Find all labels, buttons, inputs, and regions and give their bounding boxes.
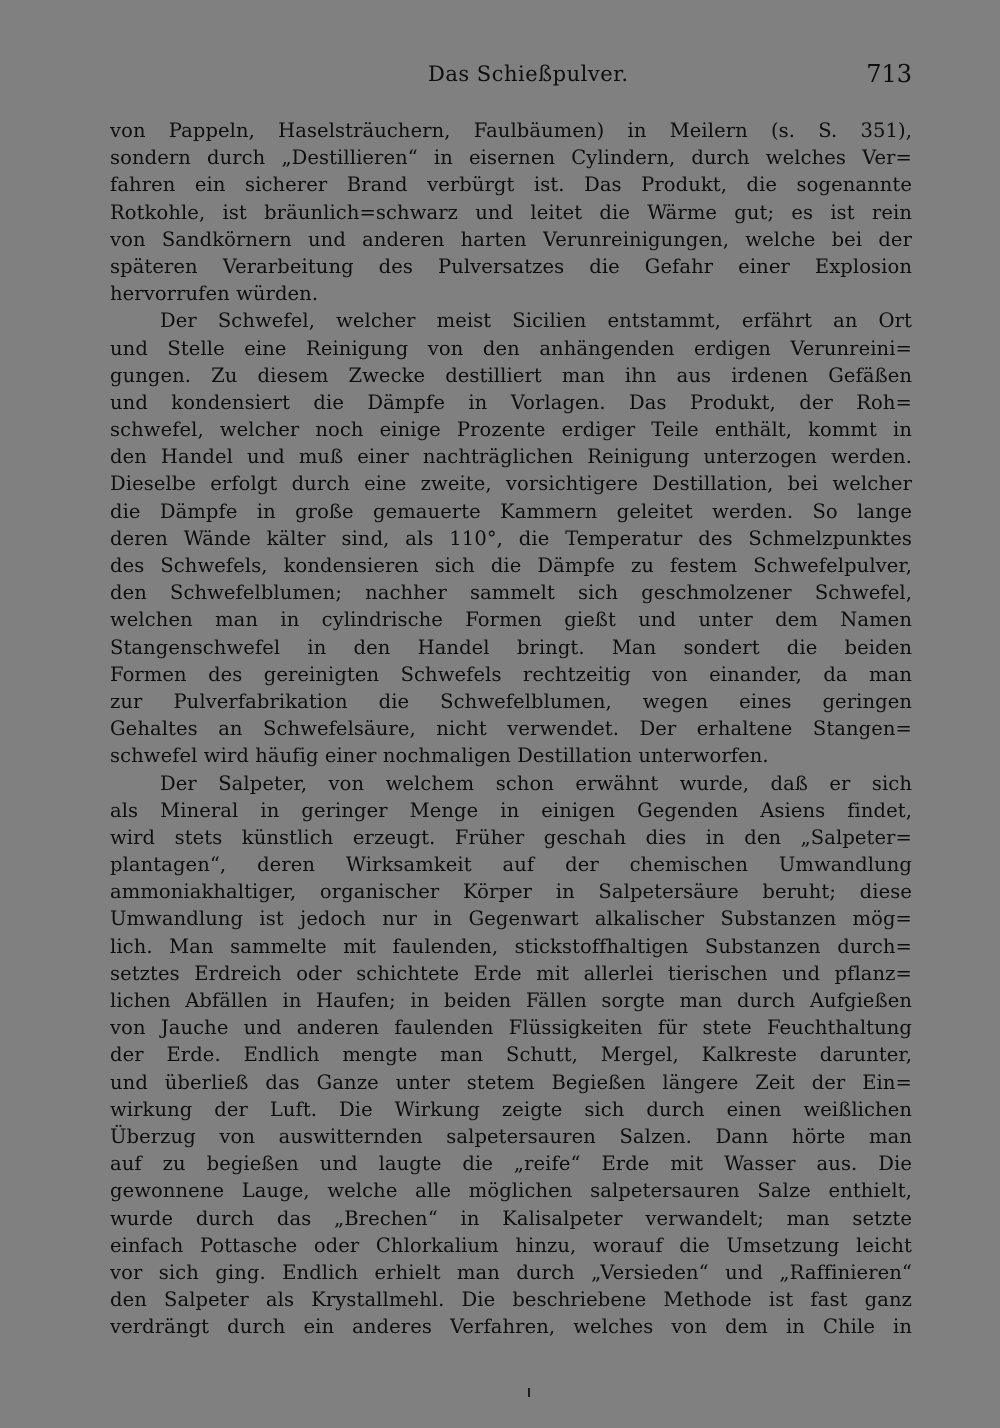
text-line: deren Wände kälter sind, als 110°, die Temperatur des Schmelzpunktes: [110, 526, 912, 550]
text-line: Stangenschwefel in den Handel bringt. Man sondert die beiden: [110, 635, 912, 659]
text-line: von Sandkörnern und anderen harten Verunreinigungen, welche bei der: [110, 227, 912, 251]
text-line: sondern durch „Destillieren“ in eisernen Cylindern, durch welches Ver=: [110, 146, 912, 170]
text-line: plantagen“, deren Wirksamkeit auf der chemischen Umwandlung: [110, 853, 912, 877]
text-line: als Mineral in geringer Menge in einigen Gegenden Asiens findet,: [110, 798, 912, 822]
text-line: zur Pulverfabrikation die Schwefelblumen, wegen eines geringen: [110, 689, 912, 713]
text-line: fahren ein sicherer Brand verbürgt ist. Das Produkt, die sogenannte: [110, 173, 912, 197]
text-line: von Pappeln, Haselsträuchern, Faulbäumen) in Meilern (s. S. 351),: [110, 119, 912, 142]
print-mark: [528, 1388, 530, 1397]
text-line: Formen des gereinigten Schwefels rechtzeitig von einander, da man: [110, 662, 912, 686]
text-line: einfach Pottasche oder Chlorkalium hinzu, worauf die Umsetzung leicht: [110, 1233, 912, 1257]
text-line: auf zu begießen und laugte die „reife“ Erde mit Wasser aus. Die: [110, 1152, 912, 1176]
paragraph-first-line: Der Salpeter, von welchem schon erwähnt wurde, daß er sich: [160, 771, 912, 795]
text-line: gewonnene Lauge, welche alle möglichen salpetersauren Salze enthielt,: [110, 1179, 912, 1203]
text-line: schwefel wird häufig einer nochmaligen Destillation unterworfen.: [110, 744, 769, 768]
text-line: Rotkohle, ist bräunlich=schwarz und leitet die Wärme gut; es ist rein: [110, 200, 912, 224]
text-line: und Stelle eine Reinigung von den anhängenden erdigen Verunreini=: [110, 336, 912, 360]
text-line: wirkung der Luft. Die Wirkung zeigte sich durch einen weißlichen: [110, 1097, 912, 1121]
text-line: den Salpeter als Krystallmehl. Die beschriebene Methode ist fast ganz: [110, 1288, 912, 1312]
text-line: schwefel, welcher noch einige Prozente erdiger Teile enthält, kommt in: [110, 418, 912, 442]
text-line: des Schwefels, kondensieren sich die Dämpfe zu festem Schwefelpulver,: [110, 554, 912, 577]
text-line: gungen. Zu diesem Zwecke destilliert man ihn aus irdenen Gefäßen: [110, 363, 912, 387]
text-line: Überzug von auswitternden salpetersauren Salzen. Dann hörte man: [110, 1124, 912, 1148]
page-number: 713: [866, 60, 912, 88]
text-line: die Dämpfe in große gemauerte Kammern geleitet werden. So lange: [110, 499, 912, 523]
text-line: Gehaltes an Schwefelsäure, nicht verwendet. Der erhaltene Stangen=: [110, 717, 912, 741]
running-title: Das Schießpulver.: [428, 62, 629, 86]
text-line: lich. Man sammelte mit faulenden, stickstoffhaltigen Substanzen durch=: [110, 934, 912, 958]
text-line: den Handel und muß einer nachträglichen Reinigung unterzogen werden.: [110, 445, 912, 469]
paragraph-first-line: Der Schwefel, welcher meist Sicilien entstammt, erfährt an Ort: [160, 309, 912, 333]
body-text: [110, 117, 912, 1340]
text-line: der Erde. Endlich mengte man Schutt, Mergel, Kalkreste darunter,: [110, 1043, 912, 1067]
text-line: ammoniakhaltiger, organischer Körper in Salpetersäure beruht; diese: [110, 880, 912, 904]
text-line: hervorrufen würden.: [110, 282, 319, 306]
page-header: [110, 60, 912, 96]
text-line: Dieselbe erfolgt durch eine zweite, vorsichtigere Destillation, bei welcher: [110, 472, 912, 496]
text-line: lichen Abfällen in Haufen; in beiden Fällen sorgte man durch Aufgießen: [110, 989, 912, 1012]
text-line: und kondensiert die Dämpfe in Vorlagen. Das Produkt, der Roh=: [110, 390, 912, 414]
text-line: den Schwefelblumen; nachher sammelt sich geschmolzener Schwefel,: [110, 581, 912, 605]
text-line: und überließ das Ganze unter stetem Begießen längere Zeit der Ein=: [110, 1070, 912, 1094]
text-line: wird stets künstlich erzeugt. Früher geschah dies in den „Salpeter=: [110, 825, 912, 849]
text-line: verdrängt durch ein anderes Verfahren, welches von dem in Chile in: [110, 1315, 912, 1339]
text-line: welchen man in cylindrische Formen gießt und unter dem Namen: [110, 608, 912, 632]
text-line: vor sich ging. Endlich erhielt man durch „Versieden“ und „Raffinieren“: [110, 1260, 912, 1284]
text-line: von Jauche und anderen faulenden Flüssigkeiten für stete Feuchthaltung: [110, 1016, 912, 1040]
text-line: wurde durch das „Brechen“ in Kalisalpeter verwandelt; man setzte: [110, 1206, 912, 1230]
text-line: setztes Erdreich oder schichtete Erde mit allerlei tierischen und pflanz=: [110, 961, 912, 985]
text-line: Umwandlung ist jedoch nur in Gegenwart alkalischer Substanzen mög=: [110, 907, 912, 931]
text-line: späteren Verarbeitung des Pulversatzes die Gefahr einer Explosion: [110, 254, 912, 278]
